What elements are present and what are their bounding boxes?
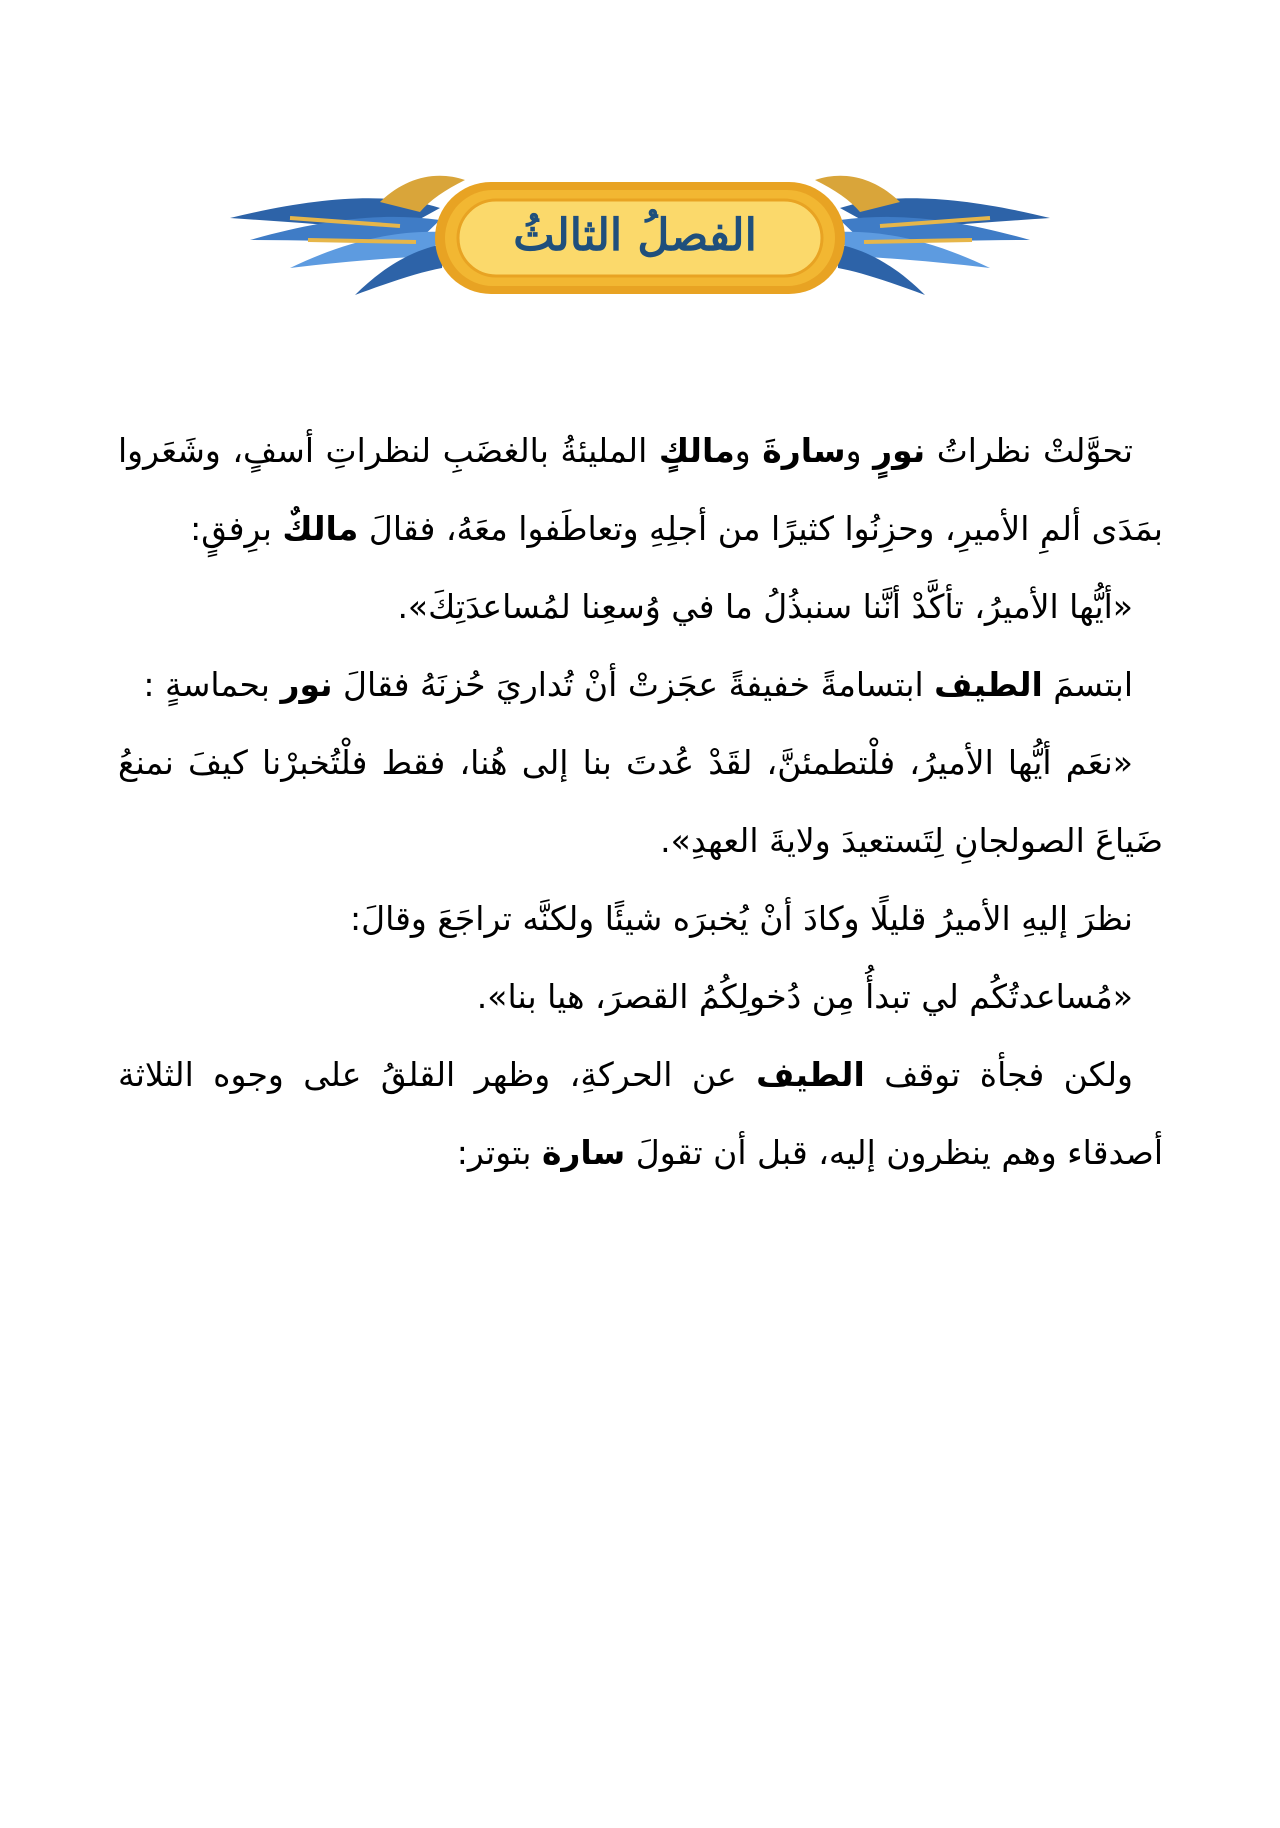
right-wing [815, 176, 1050, 295]
left-wing [230, 176, 465, 295]
paragraph-3: ابتسمَ الطيف ابتسامةً خفيفةً عجَزتْ أنْ تُداريَ حُزنَهُ فقالَ نور بحماسةٍ : [143, 665, 1133, 704]
paragraph-6: «مُساعدتُكُم لي تبدأُ مِن دُخولِكُمُ القصرَ، هيا بنا». [476, 977, 1133, 1016]
chapter-title: الفصلُ الثالثُ [513, 209, 757, 261]
paragraph-1: تحوَّلتْ نظراتُ نورٍ وسارةَ ومالكٍ المليئةُ بالغضَبِ لنظراتِ أسفٍ، وشَعَروا بمَدَى ألمِ الأميرِ، وحزِنُوا كثيرًا من أجلِهِ وتعاطَفوا معَهُ، فقالَ مالكٌ برِفقٍ: [118, 431, 1163, 548]
paragraph-2: «أيُّها الأميرُ، تأكَّدْ أنَّنا سنبذُلُ ما في وُسعِنا لمُساعدَتِكَ». [397, 587, 1133, 626]
paragraph-7: ولكن فجأة توقف الطيف عن الحركةِ، وظهر القلقُ على وجوه الثلاثة أصدقاء وهم ينظرون إليه، قبل أن تقولَ سارة بتوتر: [118, 1055, 1163, 1172]
story-text [118, 412, 1163, 1192]
paragraph-5: نظرَ إليهِ الأميرُ قليلًا وكادَ أنْ يُخبرَه شيئًا ولكنَّه تراجَعَ وقالَ: [349, 899, 1133, 938]
paragraph-4: «نعَم أيُّها الأميرُ، فلْتطمئنَّ، لقَدْ عُدتَ بنا إلى هُنا، فقط فلْتُخبرْنا كيفَ نمنعُ ضَياعَ الصولجانِ لِتَستعيدَ ولايةَ العهدِ». [118, 743, 1163, 860]
